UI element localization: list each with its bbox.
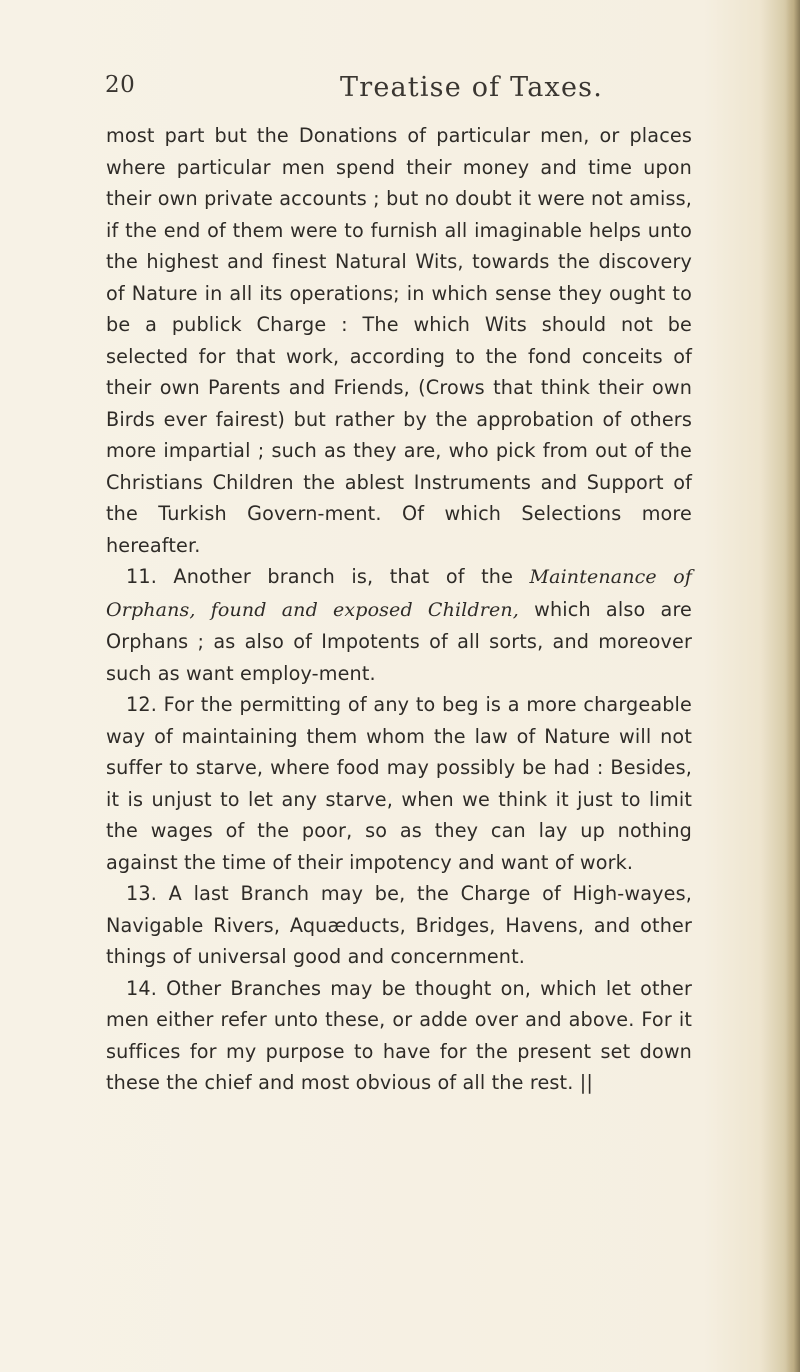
paragraph-12: 12. For the permitting of any to beg is a more chargeable way of maintaining them whom the law of Nature will not suffer to starve, where food may possibly be had : Besides, it is unjust to let any starve, when we think it just to limit the wages of the poor, so as they can lay up nothing against the time of their impotency and want of work. bbox=[106, 693, 692, 874]
page-number: 20 bbox=[105, 72, 136, 98]
paragraph-11-italic: Maintenance of Orphans, found and exposed Children, bbox=[106, 566, 692, 621]
body-text bbox=[106, 120, 692, 1099]
paragraph-14: 14. Other Branches may be thought on, which let other men either refer unto these, or adde over and above. For it suffices for my purpose to have for the present set down these the chief and most obvious of all the rest. || bbox=[106, 976, 692, 1094]
page-edge-shadow bbox=[786, 0, 800, 1372]
paragraph-11 bbox=[106, 561, 692, 689]
paragraph-11-rest: which also are Orphans ; as also of Impotents of all sorts, and moreover such as want employ-ment. bbox=[106, 597, 693, 685]
paragraph-11-lead: 11. Another branch is, that of the bbox=[126, 565, 530, 588]
paragraph-continuation: most part but the Donations of particular men, or places where particular men spend their money and time upon their own private accounts ; but no doubt it were not amiss, if the end of them were to furnish all imaginable helps unto the highest and finest Natural Wits, towards the discovery of Nature in all its operations; in which sense they ought to be a publick Charge : The which Wits should not be selected for that work, according to the fond conceits of their own Parents and Friends, (Crows that think their own Birds ever fairest) but rather by the approbation of others more impartial ; such as they are, who pick from out of the Christians Children the ablest Instruments and Support of the Turkish Govern-ment. Of which Selections more hereafter. bbox=[106, 124, 692, 557]
paragraph-13: 13. A last Branch may be, the Charge of High-wayes, Navigable Rivers, Aquæducts, Bridges, Havens, and other things of universal good and concernment. bbox=[106, 882, 692, 968]
running-head: Treatise of Taxes. bbox=[340, 72, 603, 103]
page-header bbox=[105, 72, 695, 112]
